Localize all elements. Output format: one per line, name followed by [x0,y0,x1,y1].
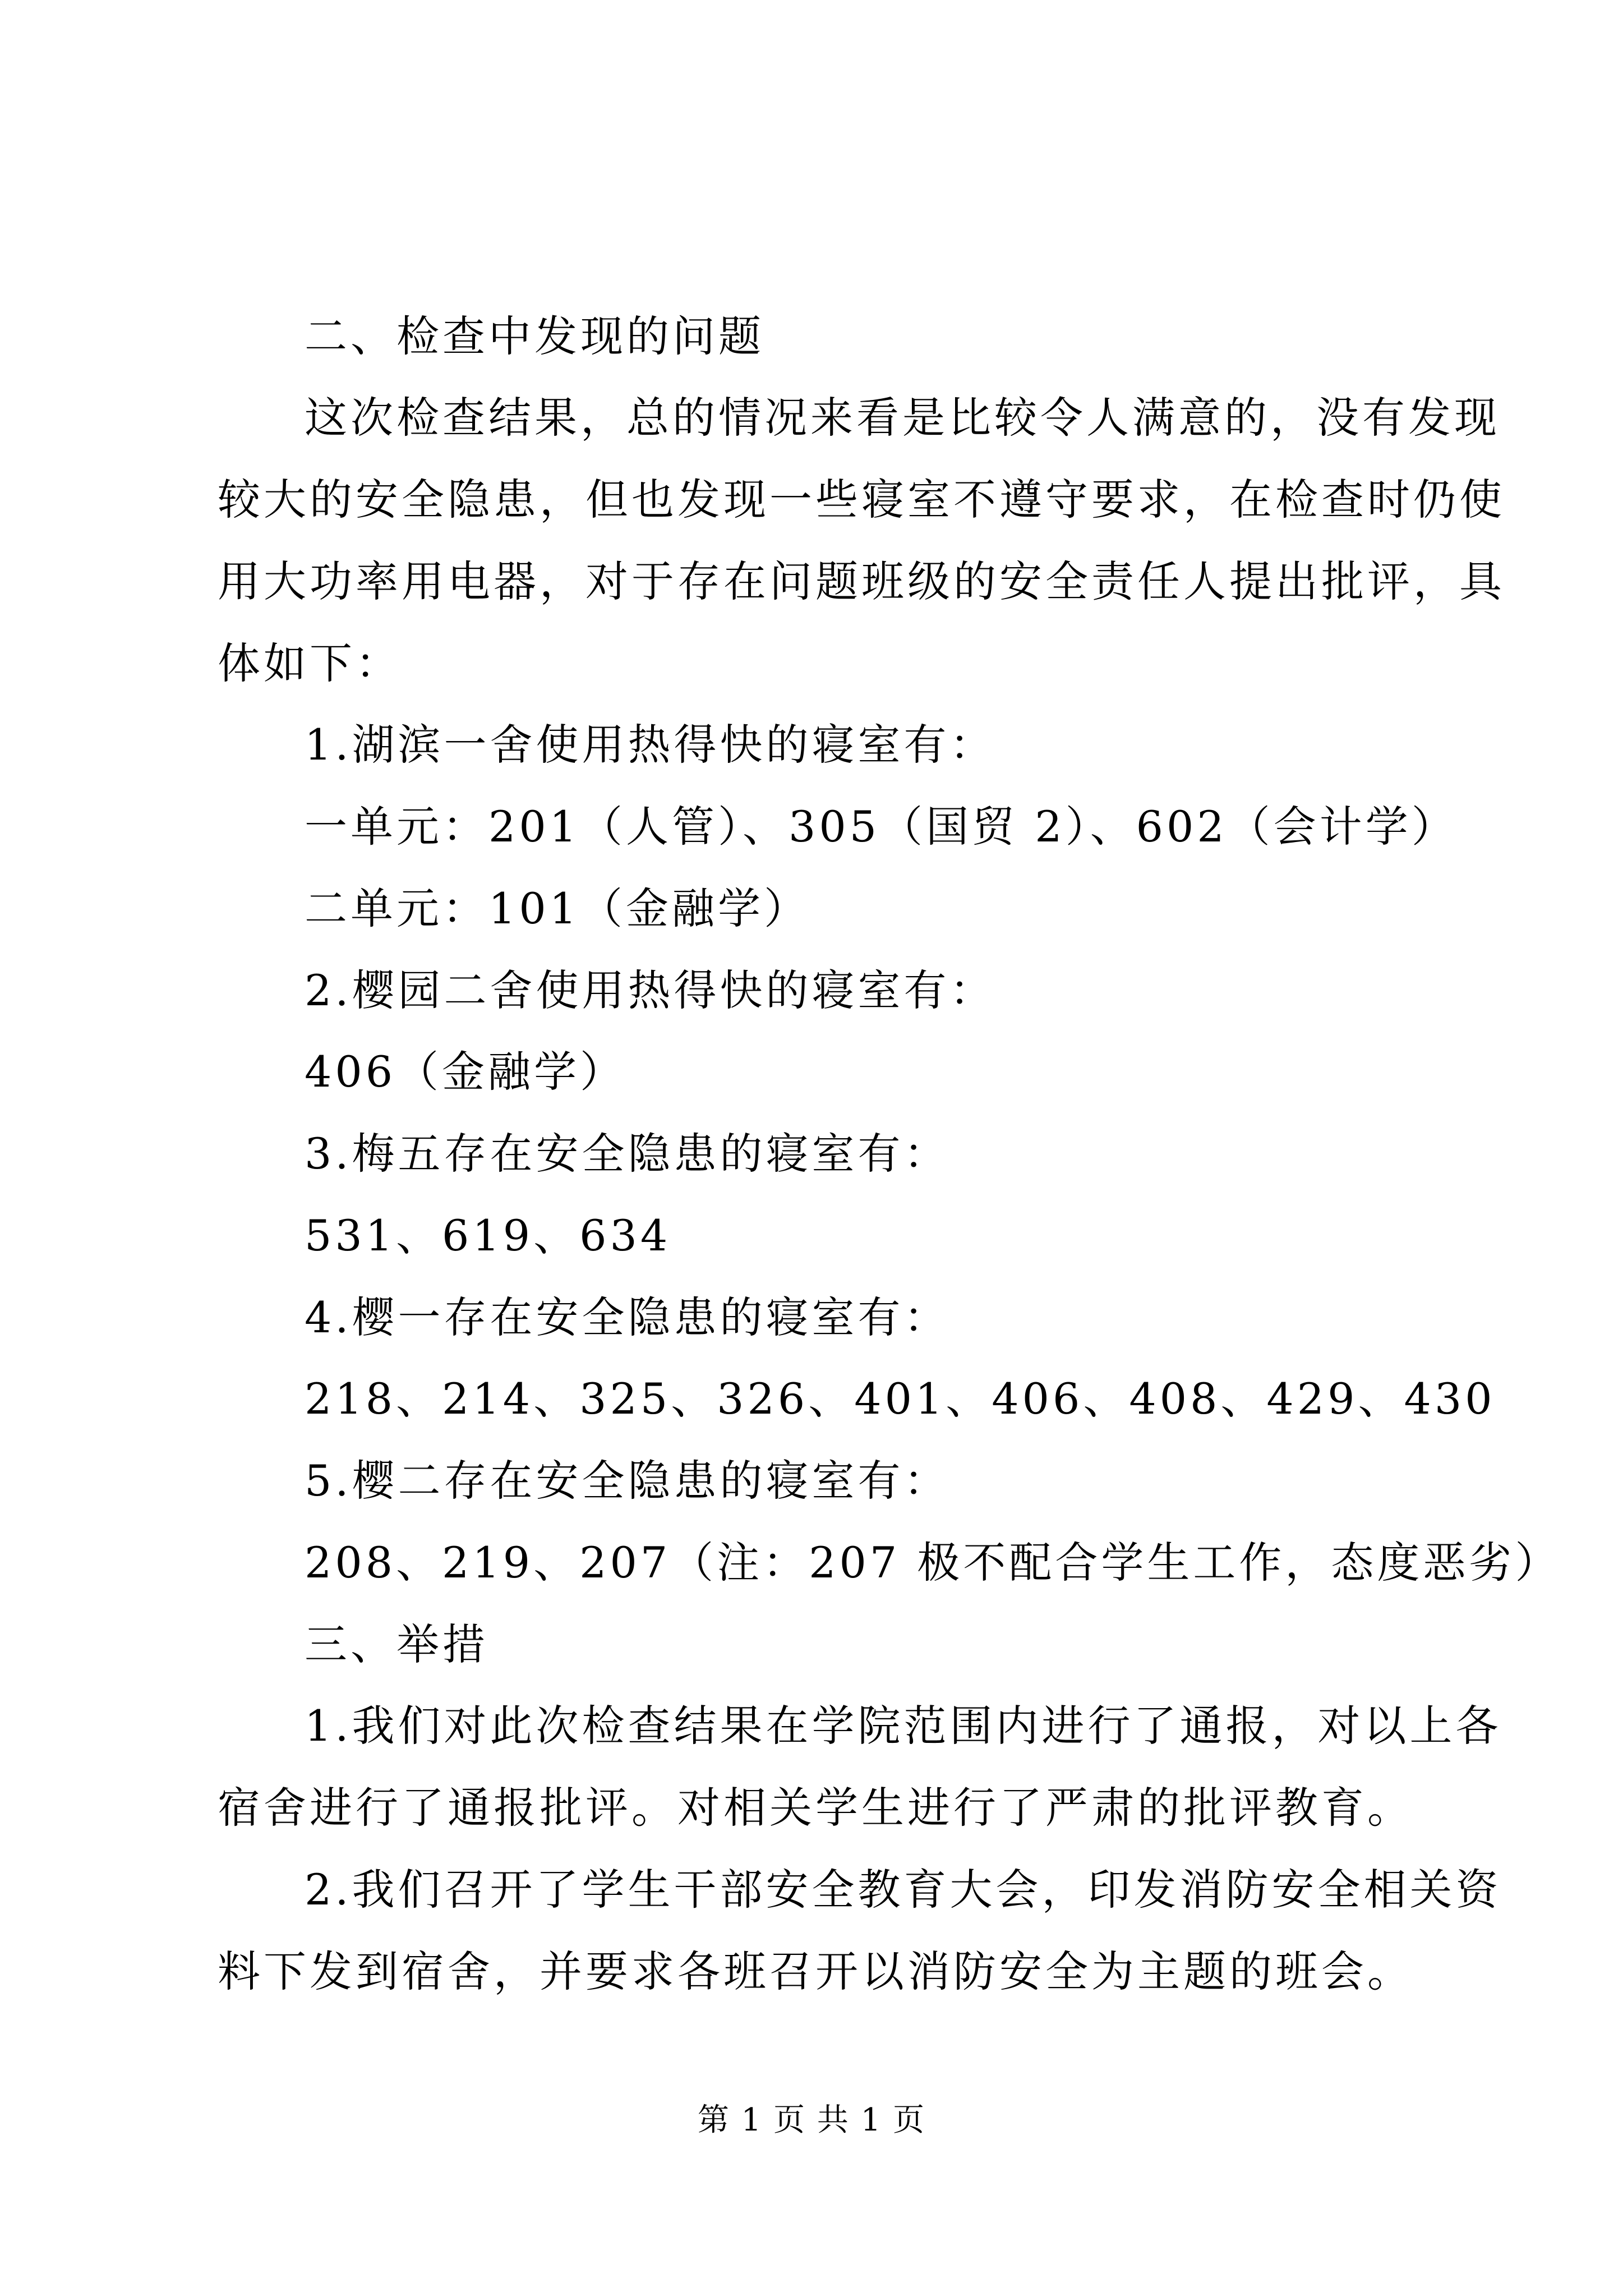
list-item-detail: 一单元：201（人管）、305（国贸 2）、602（会计学） [305,802,1458,852]
section-heading-measures: 三、举措 [305,1619,488,1669]
list-item-detail: 406（金融学） [305,1047,626,1097]
list-item-detail: 208、219、207（注：207 极不配合学生工作，态度恶劣） [305,1538,1561,1588]
list-item-heading: 5.樱二存在安全隐患的寝室有： [305,1456,950,1506]
paragraph-line: 用大功率用电器，对于存在问题班级的安全责任人提出批评，具 [218,556,1505,606]
paragraph-line: 体如下： [218,638,402,688]
list-item-detail: 218、214、325、326、401、406、408、429、430 [305,1374,1496,1424]
paragraph-line: 宿舍进行了通报批评。对相关学生进行了严肃的批评教育。 [218,1783,1413,1833]
paragraph-line: 这次检查结果，总的情况来看是比较令人满意的，没有发现 [305,393,1500,443]
paragraph-line: 料下发到宿舍，并要求各班召开以消防安全为主题的班会。 [218,1947,1413,1996]
paragraph-line: 2.我们召开了学生干部安全教育大会，印发消防安全相关资 [305,1865,1502,1915]
list-item-detail: 531、619、634 [305,1211,671,1260]
paragraph-line: 1.我们对此次检查结果在学院范围内进行了通报，对以上各 [305,1701,1502,1751]
paragraph-line: 较大的安全隐患，但也发现一些寝室不遵守要求，在检查时仍使 [218,475,1505,524]
list-item-detail: 二单元：101（金融学） [305,884,810,933]
page-number-footer: 第 1 页 共 1 页 [697,2102,926,2138]
list-item-heading: 3.梅五存在安全隐患的寝室有： [305,1129,950,1179]
list-item-heading: 4.樱一存在安全隐患的寝室有： [305,1292,950,1342]
list-item-heading: 1.湖滨一舍使用热得快的寝室有： [305,720,996,770]
list-item-heading: 2.樱园二舍使用热得快的寝室有： [305,965,996,1015]
section-heading-problems: 二、检查中发现的问题 [305,311,764,361]
